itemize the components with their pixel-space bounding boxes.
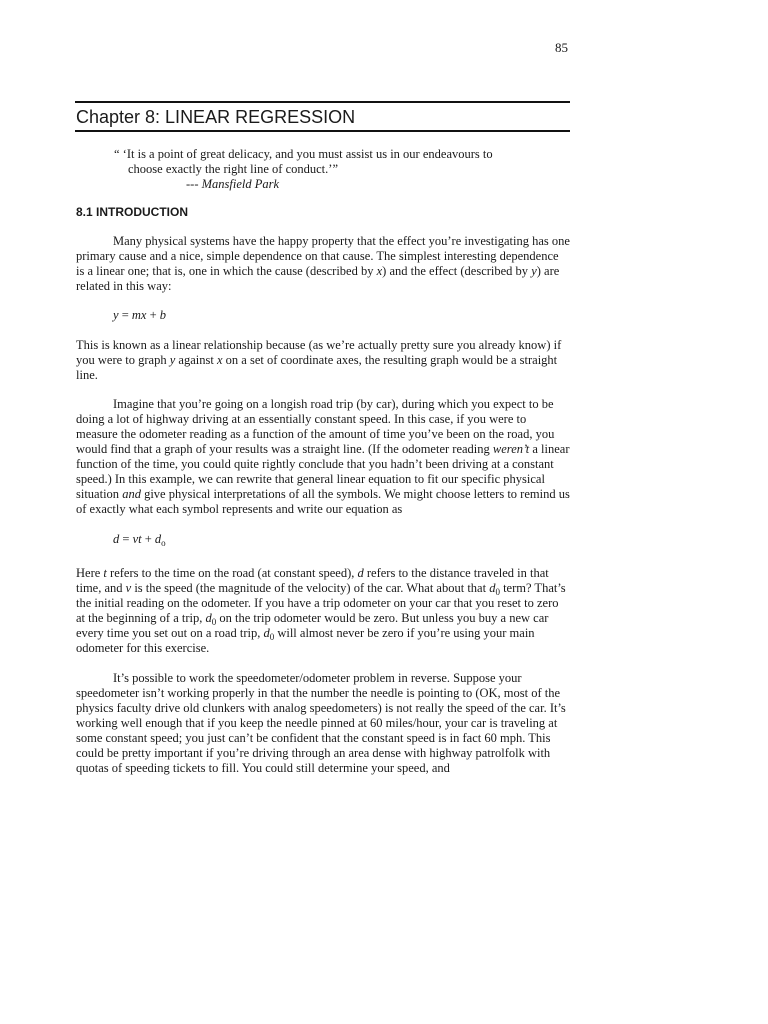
math-var: b (159, 308, 167, 322)
equation-odometer (113, 532, 607, 547)
epigraph-source-title: Mansfield Park (201, 177, 280, 191)
emphasis: weren’t (492, 442, 530, 456)
text-run: ) and the effect (described by (382, 264, 532, 278)
math-op: + (146, 308, 160, 322)
paragraph-3 (76, 397, 570, 517)
math-var: d (357, 566, 364, 580)
text-run: a linear function of the time, you could quite rightly conclude that you hadn’t been driving at a constant speed.) In this example, we can rewrite that general linear equation to fit our specific physical situation (76, 442, 570, 501)
math-var: v (125, 581, 132, 595)
text-run: on the trip odometer would be zero. But unless you buy a new car every time you set out on a road trip, (76, 611, 549, 640)
math-var: x (216, 353, 223, 367)
math-var: t (103, 566, 107, 580)
title-rule-top (75, 101, 570, 103)
math-subscript: 0 (495, 587, 500, 597)
math-op: = (118, 308, 132, 322)
page-number: 85 (555, 40, 568, 55)
math-var: d (154, 532, 162, 546)
text-run: Imagine that you’re going on a longish road trip (by car), during which you expect to be doing a lot of highway driving at an essentially constant speed. In this case, if you were to measure the odometer reading as a function of the amount of time you’ve been on the road, you would find that a graph of your results was a straight line. (If the odometer reading (76, 397, 555, 456)
math-var: y (113, 308, 119, 322)
section-heading: 8.1 INTRODUCTION (76, 205, 189, 219)
math-op: + (141, 532, 155, 546)
text-run: on a set of coordinate axes, the resulting graph would be a straight line. (76, 353, 558, 382)
text-run: ) are related in this way: (76, 264, 560, 293)
chapter-title: Chapter 8: LINEAR REGRESSION (76, 107, 356, 127)
equation-linear (113, 308, 607, 323)
math-var: d (263, 626, 270, 640)
epigraph-source (114, 177, 534, 192)
math-subscript: 0 (269, 632, 275, 642)
text-run: refers to the distance traveled in that time, and (76, 566, 549, 595)
math-var: x (376, 264, 383, 278)
math-subscript: 0 (211, 617, 217, 627)
math-var: mx (131, 308, 147, 322)
title-rule-bottom (75, 130, 570, 132)
math-var: y (169, 353, 176, 367)
text-run: Many physical systems have the happy property that the effect you’re investigating has one primary cause and a nice, simple dependence on that cause. The simplest interesting dependence is a linear one; that is, one in which the cause (described by (76, 234, 570, 278)
math-var: d (205, 611, 212, 625)
math-subscript: o (161, 538, 166, 548)
math-var: y (531, 264, 537, 278)
text-run: will almost never be zero if you’re using your main odometer for this exercise. (76, 626, 535, 655)
epigraph-line-2: choose exactly the right line of conduct.’” (128, 162, 338, 176)
math-var: vt (132, 532, 142, 546)
text-run: This is known as a linear relationship because (as we’re actually pretty sure you already know) if you were to graph (76, 338, 562, 367)
epigraph (114, 147, 534, 192)
text-run: give physical interpretations of all the symbols. We might choose letters to remind us of exactly what each symbol represents and write our equation as (76, 487, 570, 516)
paragraph-5: It’s possible to work the speedometer/odometer problem in reverse. Suppose your speedometer isn’t working properly in that the number the needle is pointing to (OK, most of the physics faculty drive old clunkers with analog speedometers) is not really the speed of the car. It’s working well enough that if you keep the needle pinned at 60 miles/hour, your car is traveling at some constant speed; you just can’t be confident that the constant speed is in fact 60 mph. This could be pretty important if you’re driving through an area dense with highway patrolfolk with quotas of speeding tickets to fill. You could still determine your speed, and (76, 671, 566, 775)
paragraph-1 (76, 234, 570, 294)
math-var: d (489, 581, 496, 595)
text-run: refers to the time on the road (at constant speed), (106, 566, 358, 580)
math-op: = (119, 532, 133, 546)
math-var: d (113, 532, 120, 546)
text-run: is the speed (the magnitude of the velocity) of the car. What about that (131, 581, 490, 595)
text-run: term? That’s the initial reading on the odometer. If you have a trip odometer on your car that you reset to zero at the beginning of a trip, (76, 581, 566, 625)
epigraph-line-1: “ ‘It is a point of great delicacy, and you must assist us in our endeavours to (114, 147, 493, 161)
paragraph-2 (76, 338, 570, 383)
text-run: against (175, 353, 217, 367)
text-run: Here (76, 566, 104, 580)
paragraph-4 (76, 566, 570, 656)
epigraph-source-prefix: --- (186, 177, 202, 191)
emphasis: and (122, 487, 141, 501)
